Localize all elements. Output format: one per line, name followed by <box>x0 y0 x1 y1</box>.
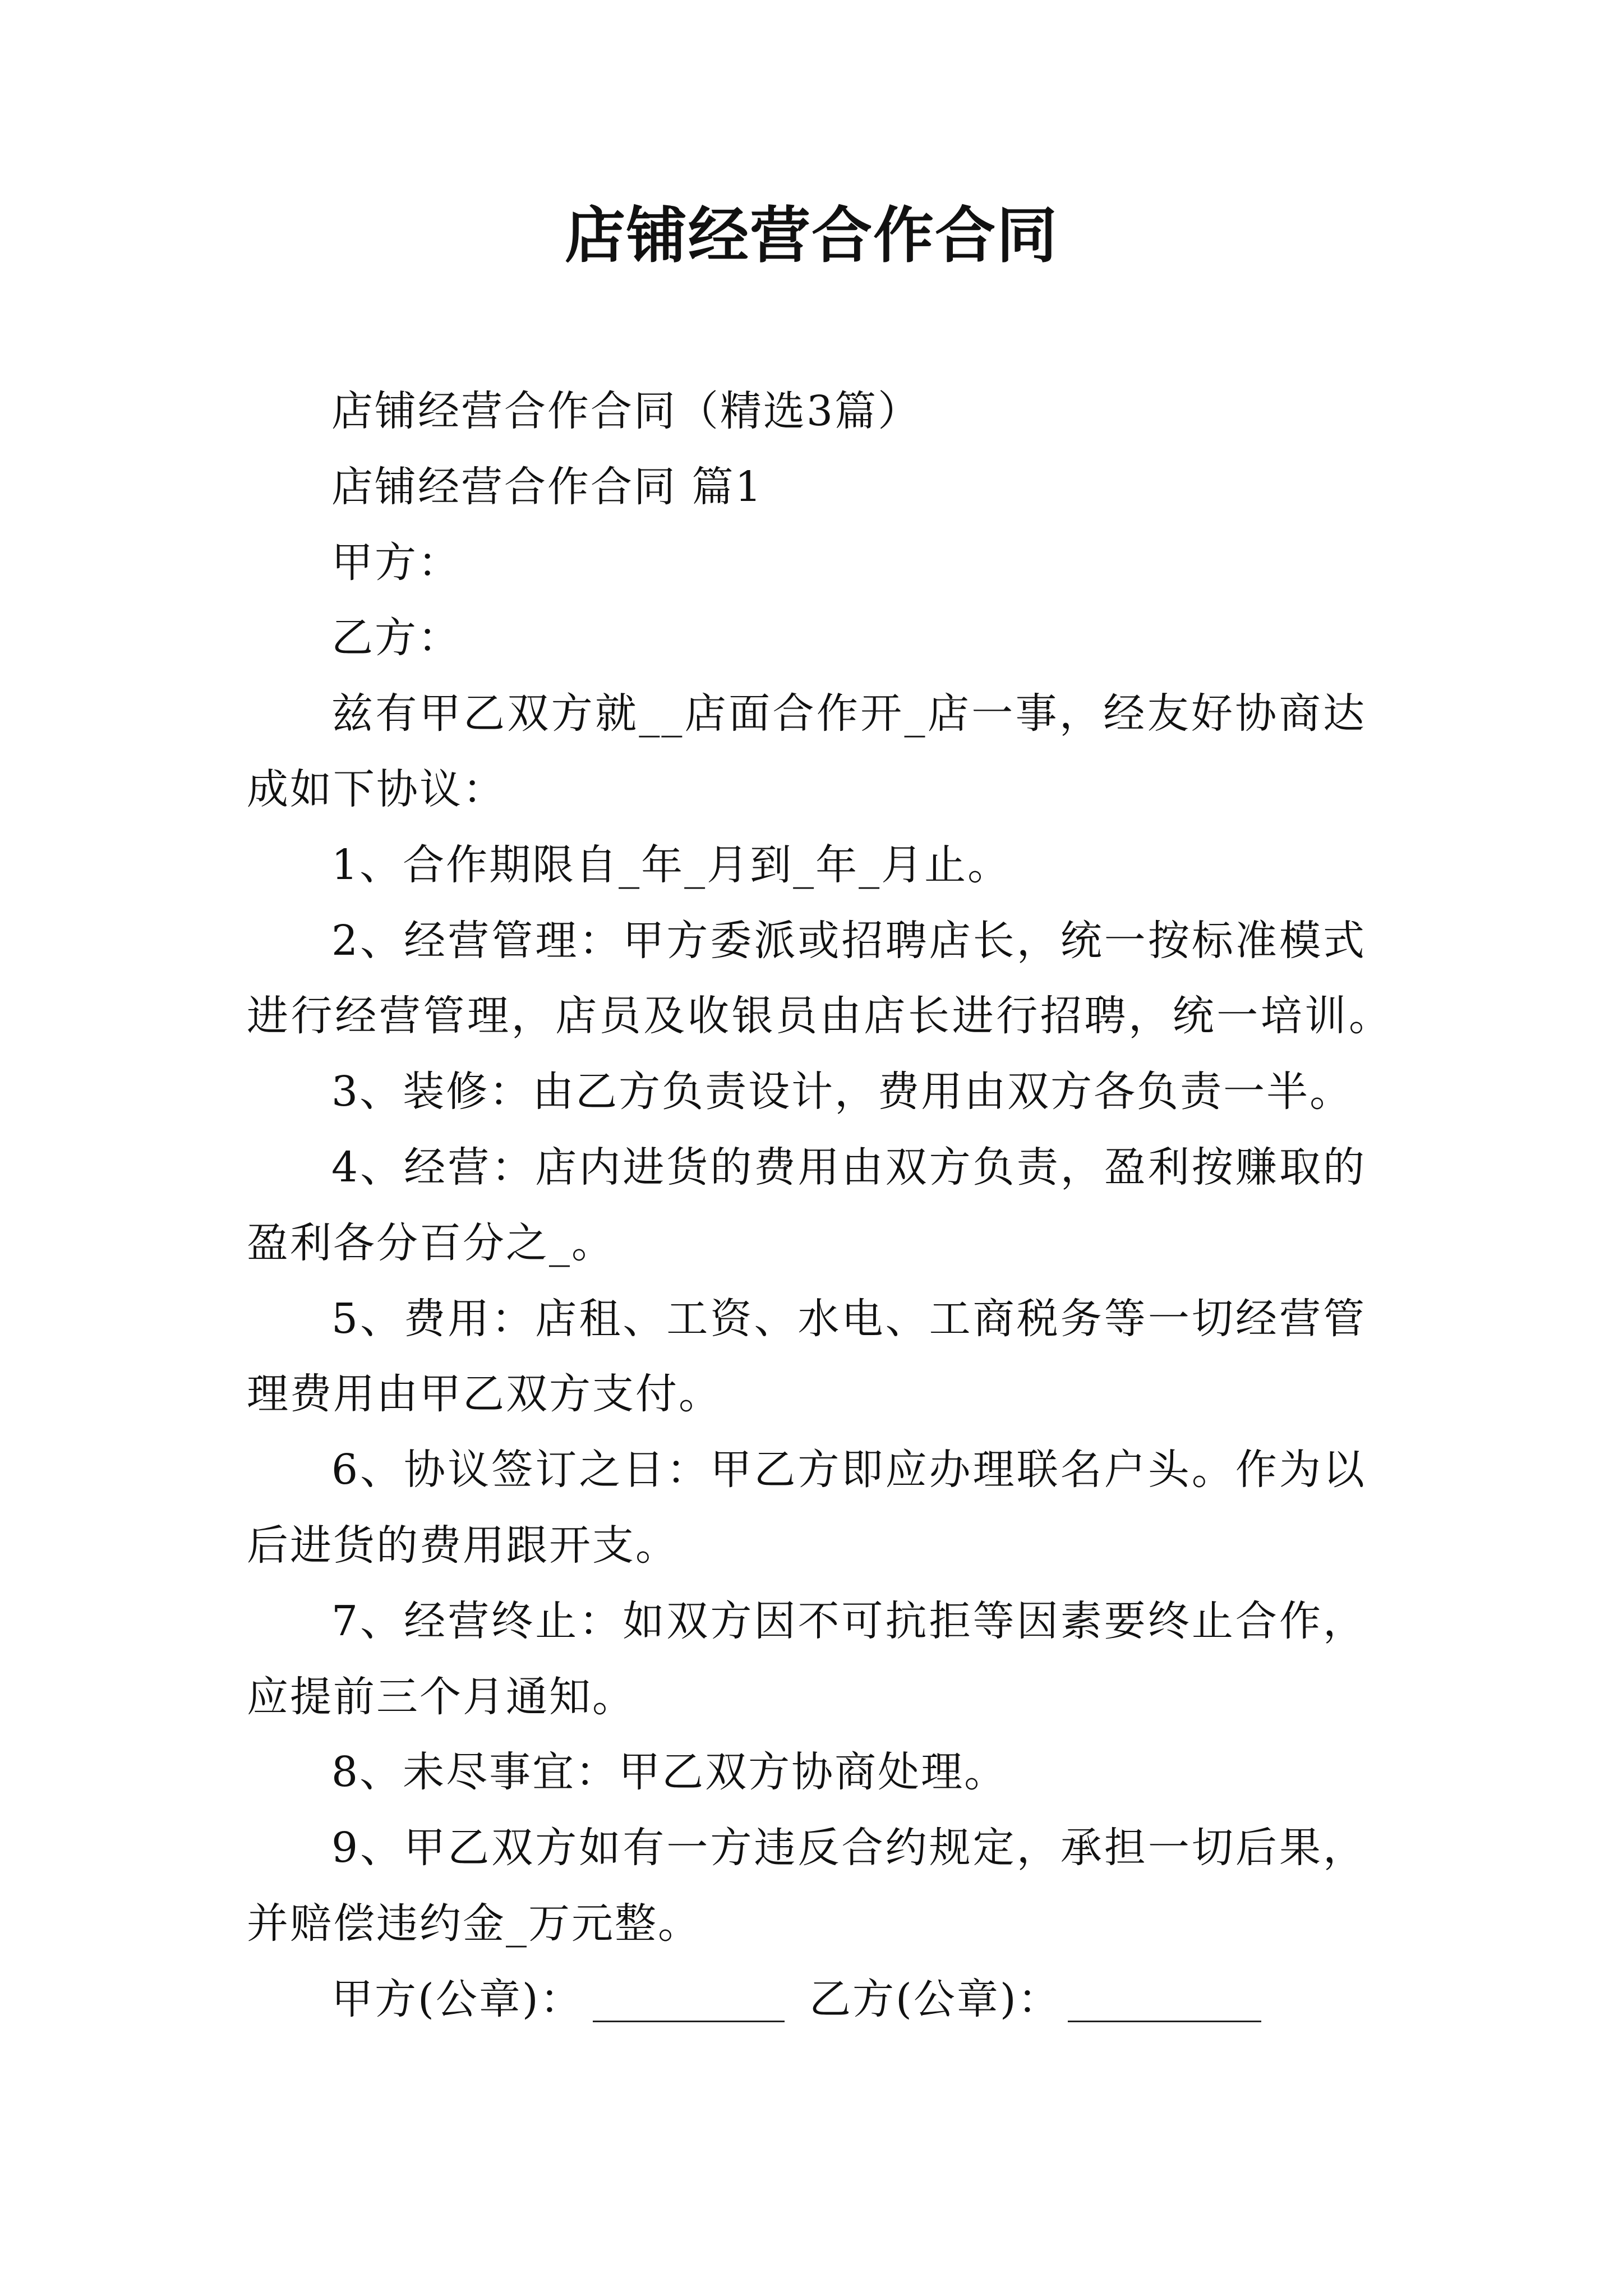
clause-5-line-2: 理费用由甲乙双方支付。 <box>247 1370 722 1418</box>
clause-2-line-1: 2、经营管理：甲方委派或招聘店长，统一按标准模式 <box>331 917 1366 965</box>
clause-7-line-1: 7、经营终止：如双方因不可抗拒等因素要终止合作， <box>331 1597 1366 1645</box>
signature-row <box>331 1971 1296 2027</box>
party-a-seal-blank <box>593 2021 785 2022</box>
clause-5-line-1: 5、费用：店租、工资、水电、工商税务等一切经营管 <box>331 1295 1366 1343</box>
clause-2-line-2: 进行经营管理，店员及收银员由店长进行招聘，统一培训。 <box>247 992 1392 1040</box>
clause-6-line-2: 后进货的费用跟开支。 <box>247 1521 679 1570</box>
document-subtitle: 店铺经营合作合同（精选3篇） <box>331 387 921 435</box>
party-b-seal-label: 乙方(公章)： <box>809 1975 1061 2023</box>
clause-9-line-2: 并赔偿违约金_万元整。 <box>247 1899 701 1948</box>
party-a-line: 甲方： <box>331 539 461 587</box>
clause-8-line-1: 8、未尽事宜：甲乙双方协商处理。 <box>331 1748 1008 1796</box>
clause-3-line-1: 3、装修：由乙方负责设计，费用由双方各负责一半。 <box>331 1068 1353 1116</box>
clause-1-line-1: 1、合作期限自_年_月到_年_月止。 <box>331 841 1011 889</box>
party-b-seal-blank <box>1068 2021 1261 2022</box>
section-heading: 店铺经营合作合同 篇1 <box>331 463 763 511</box>
clause-4-line-2: 盈利各分百分之_。 <box>247 1219 615 1267</box>
preamble-line-2: 成如下协议： <box>247 765 506 813</box>
preamble-line-1: 兹有甲乙双方就__店面合作开_店一事，经友好协商达 <box>331 689 1366 738</box>
clause-9-line-1: 9、甲乙双方如有一方违反合约规定，承担一切后果， <box>331 1824 1366 1872</box>
clause-4-line-1: 4、经营：店内进货的费用由双方负责，盈利按赚取的 <box>331 1143 1366 1191</box>
party-a-seal-label: 甲方(公章)： <box>331 1975 583 2023</box>
clause-7-line-2: 应提前三个月通知。 <box>247 1673 635 1721</box>
clause-6-line-1: 6、协议签订之日：甲乙方即应办理联名户头。作为以 <box>331 1446 1366 1494</box>
document-title: 店铺经营合作合同 <box>564 200 1058 271</box>
party-b-line: 乙方： <box>331 614 461 662</box>
